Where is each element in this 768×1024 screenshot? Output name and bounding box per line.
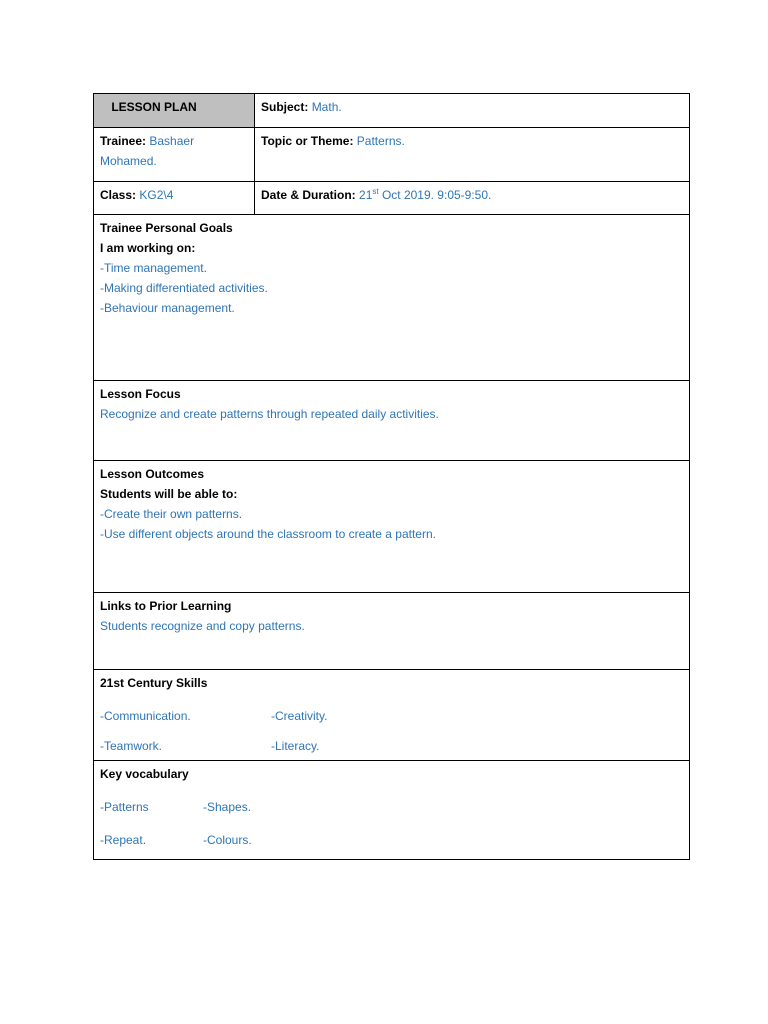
class-label: Class:	[100, 188, 137, 202]
vocabulary-item: -Shapes.	[203, 800, 252, 814]
lesson-plan-table	[93, 93, 690, 860]
personal-goals-heading: Trainee Personal Goals	[100, 221, 233, 235]
personal-goals-cell	[94, 215, 690, 381]
lesson-focus-text: Recognize and create patterns through repeated daily activities.	[100, 407, 439, 421]
vocabulary-cell	[94, 761, 690, 860]
document-title: LESSON PLAN	[111, 100, 197, 114]
topic-label: Topic or Theme:	[261, 134, 354, 148]
lesson-outcomes-intro: Students will be able to:	[100, 487, 238, 501]
skill-item: -Creativity.	[271, 709, 328, 723]
personal-goals-intro: I am working on:	[100, 241, 196, 255]
trainee-value: Bashaer Mohamed.	[100, 134, 195, 168]
date-suffix: st	[372, 187, 379, 196]
vocabulary-row	[94, 761, 690, 860]
class-row	[94, 182, 690, 215]
outcome-item: -Create their own patterns.	[100, 507, 243, 521]
skill-item: -Literacy.	[271, 739, 320, 753]
lesson-focus-cell	[94, 381, 690, 461]
date-day: 21	[359, 188, 373, 202]
skills-row-1	[100, 706, 683, 726]
vocabulary-row-1	[100, 797, 683, 817]
vocabulary-item: -Patterns	[100, 800, 149, 814]
vocabulary-item: -Repeat.	[100, 833, 147, 847]
date-label: Date & Duration:	[261, 188, 356, 202]
goal-item: -Time management.	[100, 261, 207, 275]
subject-label: Subject:	[261, 100, 309, 114]
header-row	[94, 94, 690, 128]
skills-row	[94, 670, 690, 761]
prior-learning-text: Students recognize and copy patterns.	[100, 619, 305, 633]
topic-cell	[255, 128, 690, 182]
date-cell	[255, 182, 690, 215]
trainee-label: Trainee:	[100, 134, 147, 148]
date-rest: Oct 2019. 9:05-9:50.	[378, 188, 492, 202]
vocabulary-item: -Colours.	[203, 833, 252, 847]
skill-item: -Teamwork.	[100, 739, 163, 753]
date-value	[359, 188, 491, 202]
trainee-cell	[94, 128, 255, 182]
lesson-outcomes-row	[94, 461, 690, 593]
class-cell	[94, 182, 255, 215]
goal-item: -Behaviour management.	[100, 301, 235, 315]
topic-value: Patterns.	[356, 134, 405, 148]
prior-learning-row	[94, 593, 690, 670]
subject-cell	[255, 94, 690, 128]
prior-learning-heading: Links to Prior Learning	[100, 599, 232, 613]
title-cell	[94, 94, 255, 128]
lesson-plan-page	[93, 93, 689, 860]
skills-row-2	[100, 736, 683, 756]
outcome-item: -Use different objects around the classroom to create a pattern.	[100, 527, 436, 541]
class-value: KG2\4	[139, 188, 174, 202]
skills-heading: 21st Century Skills	[100, 676, 208, 690]
trainee-row	[94, 128, 690, 182]
lesson-focus-row	[94, 381, 690, 461]
lesson-focus-heading: Lesson Focus	[100, 387, 181, 401]
lesson-outcomes-cell	[94, 461, 690, 593]
prior-learning-cell	[94, 593, 690, 670]
skill-item: -Communication.	[100, 709, 191, 723]
subject-value: Math.	[311, 100, 342, 114]
vocabulary-heading: Key vocabulary	[100, 767, 189, 781]
skills-cell	[94, 670, 690, 761]
personal-goals-row	[94, 215, 690, 381]
lesson-outcomes-heading: Lesson Outcomes	[100, 467, 205, 481]
vocabulary-row-2	[100, 830, 683, 850]
goal-item: -Making differentiated activities.	[100, 281, 268, 295]
